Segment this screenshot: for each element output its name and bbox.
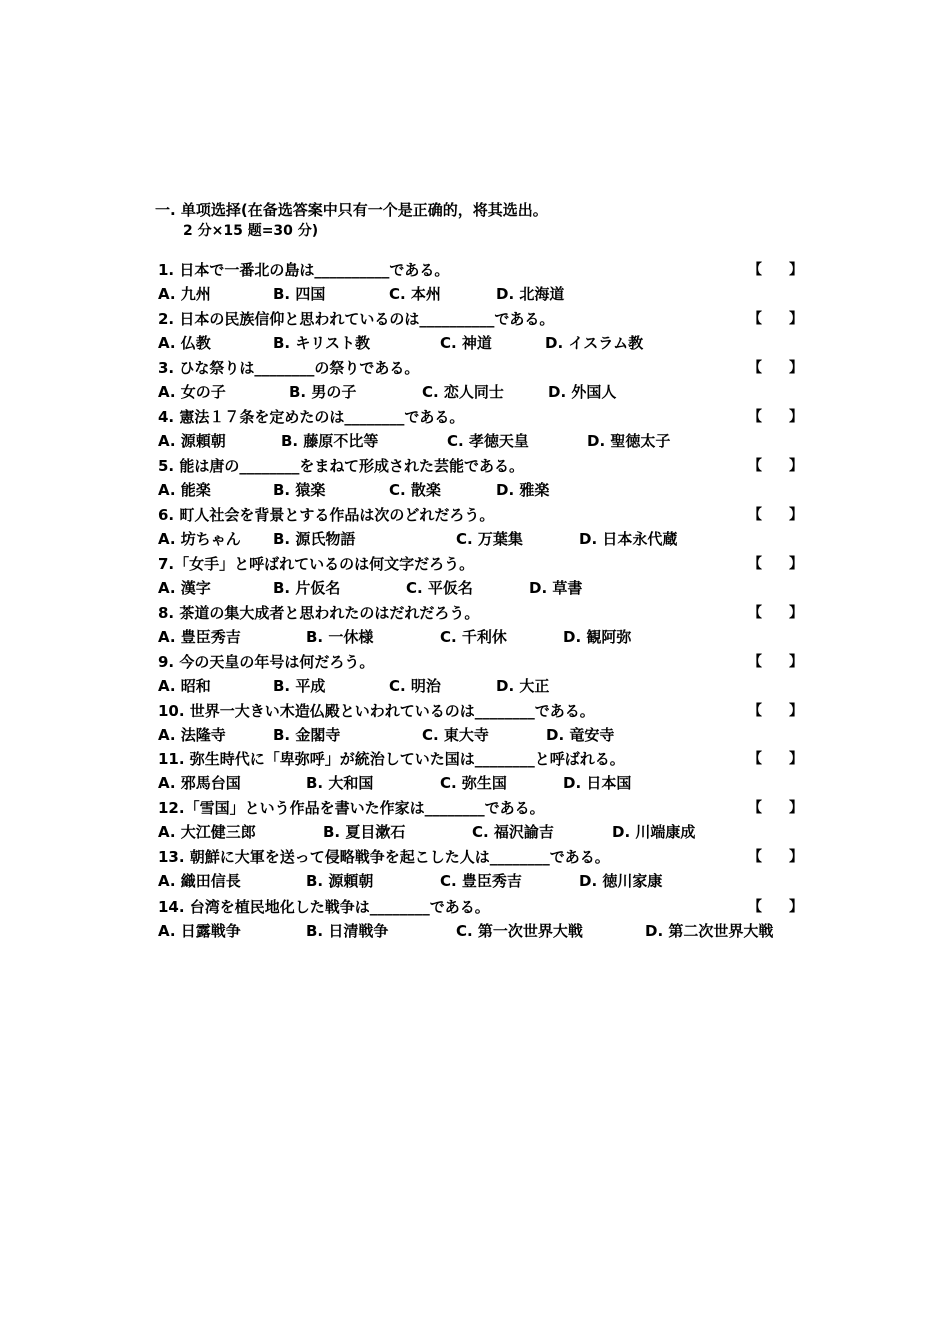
- option-b: B. 源頼朝: [306, 872, 374, 890]
- section-subtitle: 2 分×15 题=30 分): [183, 223, 319, 239]
- option-a: A. 坊ちゃん: [158, 530, 241, 548]
- answer-bracket: [748, 797, 803, 819]
- option-a: A. 昭和: [158, 677, 211, 695]
- option-d: D. 聖徳太子: [587, 432, 671, 450]
- question-stem: 4. 憲法１７条を定めたのは________である。: [158, 408, 465, 426]
- question-stem: 9. 今の天皇の年号は何だろう。: [158, 653, 375, 671]
- question-item: [158, 455, 808, 503]
- answer-bracket: [748, 308, 803, 330]
- option-b: B. 男の子: [289, 383, 357, 401]
- option-d: D. 雅楽: [496, 481, 550, 499]
- bracket-open: 【: [748, 556, 762, 572]
- option-c: C. 万葉集: [456, 530, 523, 548]
- answer-bracket: [748, 846, 803, 868]
- question-stem: 1. 日本で一番北の島は__________である。: [158, 261, 450, 279]
- option-a: A. 九州: [158, 285, 211, 303]
- bracket-open: 【: [748, 458, 762, 474]
- option-d: D. 観阿弥: [563, 628, 632, 646]
- option-d: D. 外国人: [548, 383, 617, 401]
- option-c: C. 東大寺: [422, 726, 489, 744]
- option-a: A. 源頼朝: [158, 432, 226, 450]
- option-row: [158, 283, 808, 305]
- option-d: D. 第二次世界大戦: [645, 922, 774, 940]
- bracket-close: 】: [789, 556, 803, 572]
- question-item: [158, 846, 808, 894]
- option-c: C. 豊臣秀吉: [440, 872, 522, 890]
- option-a: A. 女の子: [158, 383, 226, 401]
- option-a: A. 織田信長: [158, 872, 241, 890]
- option-row: [158, 772, 808, 794]
- option-b: B. 金閣寺: [273, 726, 341, 744]
- option-b: B. 源氏物語: [273, 530, 356, 548]
- option-b: B. 夏目漱石: [323, 823, 406, 841]
- option-row: [158, 626, 808, 648]
- option-a: A. 法隆寺: [158, 726, 226, 744]
- bracket-close: 】: [789, 751, 803, 767]
- bracket-close: 】: [789, 703, 803, 719]
- bracket-close: 】: [789, 507, 803, 523]
- question-item: [158, 602, 808, 650]
- question-stem: 8. 茶道の集大成者と思われたのはだれだろう。: [158, 604, 480, 622]
- bracket-open: 【: [748, 654, 762, 670]
- option-row: [158, 332, 808, 354]
- option-row: [158, 821, 808, 843]
- answer-bracket: [748, 357, 803, 379]
- option-c: C. 本州: [389, 285, 441, 303]
- section-title: 一. 单项选择(在备选答案中只有一个是正确的，将其选出。: [155, 201, 548, 219]
- question-item: [158, 259, 808, 307]
- option-row: [158, 920, 808, 942]
- option-row: [158, 528, 808, 550]
- question-stem: 7.「女手」と呼ばれているのは何文字だろう。: [158, 555, 475, 573]
- bracket-open: 【: [748, 751, 762, 767]
- question-item: [158, 357, 808, 405]
- option-c: C. 神道: [440, 334, 492, 352]
- question-stem: 14. 台湾を植民地化した戦争は________である。: [158, 898, 490, 916]
- option-row: [158, 381, 808, 403]
- question-stem: 11. 弥生時代に「卑弥呼」が統治していた国は________と呼ばれる。: [158, 750, 625, 768]
- question-stem: 3. ひな祭りは________の祭りである。: [158, 359, 420, 377]
- bracket-close: 】: [789, 800, 803, 816]
- answer-bracket: [748, 748, 803, 770]
- answer-bracket: [748, 602, 803, 624]
- option-b: B. 四国: [273, 285, 326, 303]
- option-c: C. 福沢諭吉: [472, 823, 554, 841]
- question-item: [158, 406, 808, 454]
- option-b: B. キリスト教: [273, 334, 371, 352]
- question-stem: 13. 朝鮮に大軍を送って侵略戦争を起こした人は________である。: [158, 848, 610, 866]
- answer-bracket: [748, 259, 803, 281]
- bracket-open: 【: [748, 899, 762, 915]
- question-item: [158, 797, 808, 845]
- option-a: A. 仏教: [158, 334, 211, 352]
- option-d: D. 日本国: [563, 774, 632, 792]
- question-item: [158, 700, 808, 748]
- option-a: A. 大江健三郎: [158, 823, 256, 841]
- answer-bracket: [748, 553, 803, 575]
- bracket-open: 【: [748, 849, 762, 865]
- option-d: D. 徳川家康: [579, 872, 663, 890]
- bracket-open: 【: [748, 507, 762, 523]
- option-b: B. 猿楽: [273, 481, 326, 499]
- option-c: C. 平仮名: [406, 579, 473, 597]
- option-b: B. 一休様: [306, 628, 374, 646]
- bracket-close: 】: [789, 654, 803, 670]
- option-row: [158, 430, 808, 452]
- option-d: D. 北海道: [496, 285, 565, 303]
- bracket-close: 】: [789, 605, 803, 621]
- option-row: [158, 724, 808, 746]
- answer-bracket: [748, 504, 803, 526]
- bracket-open: 【: [748, 262, 762, 278]
- option-a: A. 能楽: [158, 481, 211, 499]
- question-stem: 12.「雪国」という作品を書いた作家は________である。: [158, 799, 545, 817]
- bracket-close: 】: [789, 311, 803, 327]
- bracket-open: 【: [748, 360, 762, 376]
- option-d: D. 川端康成: [612, 823, 696, 841]
- option-b: B. 片仮名: [273, 579, 341, 597]
- option-a: A. 豊臣秀吉: [158, 628, 241, 646]
- answer-bracket: [748, 455, 803, 477]
- option-a: A. 邪馬台国: [158, 774, 241, 792]
- bracket-close: 】: [789, 409, 803, 425]
- bracket-open: 【: [748, 703, 762, 719]
- option-b: B. 平成: [273, 677, 326, 695]
- bracket-close: 】: [789, 849, 803, 865]
- option-a: A. 日露戦争: [158, 922, 241, 940]
- option-row: [158, 675, 808, 697]
- option-row: [158, 870, 808, 892]
- question-stem: 2. 日本の民族信仰と思われているのは__________である。: [158, 310, 555, 328]
- option-c: C. 弥生国: [440, 774, 507, 792]
- bracket-close: 】: [789, 458, 803, 474]
- option-d: D. 竜安寺: [546, 726, 615, 744]
- option-d: D. イスラム教: [545, 334, 644, 352]
- question-item: [158, 651, 808, 699]
- option-c: C. 明治: [389, 677, 441, 695]
- option-c: C. 恋人同士: [422, 383, 504, 401]
- option-b: B. 日清戦争: [306, 922, 389, 940]
- option-c: C. 第一次世界大戦: [456, 922, 583, 940]
- question-item: [158, 308, 808, 356]
- answer-bracket: [748, 406, 803, 428]
- option-d: D. 日本永代蔵: [579, 530, 678, 548]
- question-item: [158, 896, 808, 944]
- question-stem: 6. 町人社会を背景とする作品は次のどれだろう。: [158, 506, 495, 524]
- option-row: [158, 479, 808, 501]
- option-row: [158, 577, 808, 599]
- option-d: D. 草書: [529, 579, 583, 597]
- option-c: C. 孝徳天皇: [447, 432, 529, 450]
- question-item: [158, 504, 808, 552]
- bracket-open: 【: [748, 605, 762, 621]
- bracket-open: 【: [748, 800, 762, 816]
- bracket-open: 【: [748, 311, 762, 327]
- option-d: D. 大正: [496, 677, 550, 695]
- bracket-open: 【: [748, 409, 762, 425]
- option-a: A. 漢字: [158, 579, 211, 597]
- bracket-close: 】: [789, 899, 803, 915]
- option-c: C. 散楽: [389, 481, 441, 499]
- answer-bracket: [748, 896, 803, 918]
- answer-bracket: [748, 700, 803, 722]
- bracket-close: 】: [789, 262, 803, 278]
- question-stem: 10. 世界一大きい木造仏殿といわれているのは________である。: [158, 702, 595, 720]
- question-item: [158, 748, 808, 796]
- answer-bracket: [748, 651, 803, 673]
- question-item: [158, 553, 808, 601]
- question-stem: 5. 能は唐の________をまねて形成された芸能である。: [158, 457, 524, 475]
- option-b: B. 大和国: [306, 774, 374, 792]
- option-c: C. 千利休: [440, 628, 507, 646]
- bracket-close: 】: [789, 360, 803, 376]
- option-b: B. 藤原不比等: [281, 432, 379, 450]
